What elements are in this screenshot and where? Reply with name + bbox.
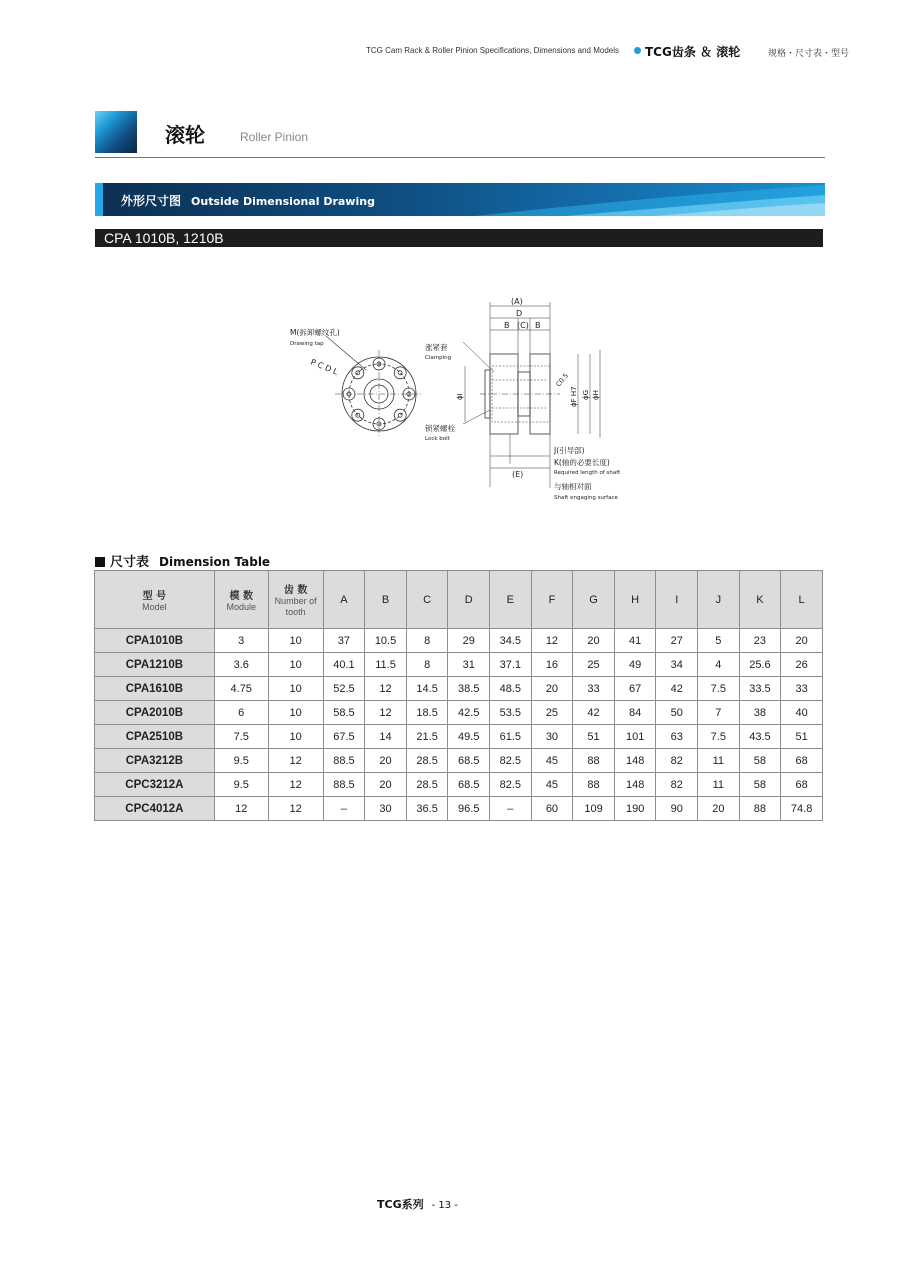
value-cell: 7.5: [698, 677, 740, 701]
dim-i: ϕI: [456, 393, 464, 400]
label-clamping-en: Clamping: [425, 355, 452, 361]
value-cell: 82: [656, 749, 698, 773]
value-cell: 12: [365, 701, 407, 725]
value-cell: 4: [698, 653, 740, 677]
value-cell: 20: [365, 749, 407, 773]
value-cell: 109: [573, 797, 615, 821]
value-cell: 43.5: [739, 725, 781, 749]
label-shaft-cn: 与轴相对面: [554, 482, 592, 491]
value-cell: 25.6: [739, 653, 781, 677]
value-cell: 4.75: [214, 677, 268, 701]
value-cell: 9.5: [214, 749, 268, 773]
value-cell: 42: [656, 677, 698, 701]
value-cell: 48.5: [490, 677, 532, 701]
dim-a: (A): [511, 297, 523, 306]
value-cell: 82.5: [490, 773, 532, 797]
model-cell: CPA1010B: [95, 629, 215, 653]
value-cell: 34: [656, 653, 698, 677]
value-cell: 63: [656, 725, 698, 749]
value-cell: 12: [214, 797, 268, 821]
header-d: D: [448, 571, 490, 629]
dim-b-left: B: [504, 321, 510, 330]
value-cell: 28.5: [406, 749, 448, 773]
page-number: - 13 -: [431, 1200, 458, 1211]
label-k-en: Required length of shaft: [554, 470, 621, 476]
label-shaft-en: Shaft engaging surface: [554, 495, 618, 501]
value-cell: 49: [614, 653, 656, 677]
value-cell: 58: [739, 773, 781, 797]
value-cell: –: [490, 797, 532, 821]
header-h: H: [614, 571, 656, 629]
value-cell: 10: [268, 677, 323, 701]
value-cell: 8: [406, 629, 448, 653]
table-row: [95, 677, 823, 701]
value-cell: 82.5: [490, 749, 532, 773]
value-cell: 61.5: [490, 725, 532, 749]
label-lock-cn: 锁紧螺栓: [425, 424, 455, 433]
label-k-cn: K(轴的必要长度): [554, 458, 610, 467]
table-row: [95, 701, 823, 725]
table-title-en: Dimension Table: [159, 555, 271, 569]
value-cell: 37.1: [490, 653, 532, 677]
value-cell: 28.5: [406, 773, 448, 797]
label-lock-en: Lock bolt: [425, 436, 450, 442]
header-left-text: TCG Cam Rack & Roller Pinion Specifications, Dimensions and Models: [366, 46, 619, 55]
dim-e: (E): [512, 470, 524, 479]
dim-c: (C): [517, 321, 529, 330]
dim-f: ϕF H7: [570, 386, 578, 407]
value-cell: 12: [268, 773, 323, 797]
value-cell: 12: [365, 677, 407, 701]
value-cell: 68: [781, 749, 823, 773]
value-cell: 10: [268, 725, 323, 749]
value-cell: 12: [531, 629, 573, 653]
label-m-cn: M(拆卸螺纹孔): [290, 328, 340, 337]
value-cell: 53.5: [490, 701, 532, 725]
value-cell: 14: [365, 725, 407, 749]
table-title-cn: 尺寸表: [110, 555, 150, 570]
value-cell: 45: [531, 773, 573, 797]
value-cell: 3.6: [214, 653, 268, 677]
value-cell: 26: [781, 653, 823, 677]
dim-b-right: B: [535, 321, 541, 330]
label-pcd: P C D L: [309, 357, 340, 377]
value-cell: 41: [614, 629, 656, 653]
page-subtitle: Roller Pinion: [240, 130, 309, 144]
value-cell: 68: [781, 773, 823, 797]
value-cell: 58: [739, 749, 781, 773]
value-cell: 8: [406, 653, 448, 677]
header-l: L: [781, 571, 823, 629]
value-cell: 148: [614, 773, 656, 797]
value-cell: 45: [531, 749, 573, 773]
value-cell: 14.5: [406, 677, 448, 701]
value-cell: 88.5: [323, 749, 365, 773]
model-cell: CPC3212A: [95, 773, 215, 797]
table-row: [95, 725, 823, 749]
value-cell: 40.1: [323, 653, 365, 677]
value-cell: 9.5: [214, 773, 268, 797]
value-cell: 42: [573, 701, 615, 725]
dim-h: ϕH: [592, 390, 600, 400]
header-g: G: [573, 571, 615, 629]
value-cell: 37: [323, 629, 365, 653]
value-cell: 10: [268, 653, 323, 677]
value-cell: 51: [573, 725, 615, 749]
value-cell: 29: [448, 629, 490, 653]
table-row: [95, 773, 823, 797]
value-cell: 10: [268, 701, 323, 725]
value-cell: 96.5: [448, 797, 490, 821]
value-cell: 190: [614, 797, 656, 821]
label-m-en: Drawing tap: [290, 341, 324, 347]
model-cell: CPA1210B: [95, 653, 215, 677]
square-bullet-icon: [95, 557, 105, 567]
value-cell: 34.5: [490, 629, 532, 653]
dimension-table-title: [95, 551, 270, 570]
table-row: [95, 749, 823, 773]
title-square-icon: [95, 111, 137, 153]
header-k: K: [739, 571, 781, 629]
value-cell: 68.5: [448, 749, 490, 773]
value-cell: 11: [698, 773, 740, 797]
value-cell: 49.5: [448, 725, 490, 749]
header-brand: TCG齿条 ＆ 滚轮: [645, 45, 741, 59]
value-cell: 11.5: [365, 653, 407, 677]
dim-c05: C0.5: [554, 371, 571, 389]
value-cell: 10.5: [365, 629, 407, 653]
value-cell: 27: [656, 629, 698, 653]
label-clamping-cn: 涨紧套: [425, 343, 448, 352]
dim-g: ϕG: [582, 389, 590, 400]
value-cell: 88: [573, 749, 615, 773]
value-cell: 20: [698, 797, 740, 821]
header-right-text: 规格・尺寸表・型号: [768, 49, 850, 59]
value-cell: 3: [214, 629, 268, 653]
table-row: [95, 629, 823, 653]
header-j: J: [698, 571, 740, 629]
title-divider: [95, 157, 825, 158]
footer-series: TCG系列: [377, 1198, 424, 1211]
value-cell: 33: [573, 677, 615, 701]
table-row: [95, 797, 823, 821]
value-cell: 74.8: [781, 797, 823, 821]
footer: [377, 1196, 458, 1212]
header-module: 模 数 Module: [214, 571, 268, 629]
value-cell: 20: [531, 677, 573, 701]
value-cell: 82: [656, 773, 698, 797]
header-b: B: [365, 571, 407, 629]
dimensional-drawing: [280, 292, 640, 507]
table-row: [95, 653, 823, 677]
value-cell: 148: [614, 749, 656, 773]
model-bar-label: CPA 1010B, 1210B: [104, 230, 224, 246]
value-cell: 51: [781, 725, 823, 749]
page-title: 滚轮: [165, 123, 205, 147]
value-cell: 7.5: [698, 725, 740, 749]
value-cell: 88: [573, 773, 615, 797]
value-cell: 88: [739, 797, 781, 821]
value-cell: 6: [214, 701, 268, 725]
value-cell: 101: [614, 725, 656, 749]
value-cell: 38: [739, 701, 781, 725]
model-cell: CPA3212B: [95, 749, 215, 773]
section-bar-notch: [95, 183, 103, 216]
model-cell: CPA2510B: [95, 725, 215, 749]
section-title: [121, 192, 375, 209]
header-c: C: [406, 571, 448, 629]
value-cell: 33.5: [739, 677, 781, 701]
value-cell: 16: [531, 653, 573, 677]
header-teeth: 齿 数 Number of tooth: [268, 571, 323, 629]
header-model: 型 号 Model: [95, 571, 215, 629]
value-cell: 7.5: [214, 725, 268, 749]
value-cell: 21.5: [406, 725, 448, 749]
dimension-table: [94, 570, 823, 821]
value-cell: 20: [573, 629, 615, 653]
value-cell: 90: [656, 797, 698, 821]
value-cell: 33: [781, 677, 823, 701]
header-i: I: [656, 571, 698, 629]
value-cell: 42.5: [448, 701, 490, 725]
value-cell: 52.5: [323, 677, 365, 701]
value-cell: 12: [268, 797, 323, 821]
value-cell: 25: [573, 653, 615, 677]
value-cell: –: [323, 797, 365, 821]
model-cell: CPC4012A: [95, 797, 215, 821]
value-cell: 7: [698, 701, 740, 725]
value-cell: 67.5: [323, 725, 365, 749]
header-bullet-icon: [634, 47, 641, 54]
model-cell: CPA1610B: [95, 677, 215, 701]
value-cell: 10: [268, 629, 323, 653]
value-cell: 40: [781, 701, 823, 725]
dim-d: D: [516, 309, 523, 318]
section-title-en: Outside Dimensional Drawing: [191, 195, 375, 208]
header-f: F: [531, 571, 573, 629]
value-cell: 38.5: [448, 677, 490, 701]
value-cell: 11: [698, 749, 740, 773]
value-cell: 36.5: [406, 797, 448, 821]
front-view: [326, 336, 423, 438]
value-cell: 84: [614, 701, 656, 725]
value-cell: 5: [698, 629, 740, 653]
label-j-cn: J(引导部): [554, 446, 585, 455]
value-cell: 30: [365, 797, 407, 821]
value-cell: 68.5: [448, 773, 490, 797]
value-cell: 31: [448, 653, 490, 677]
section-title-cn: 外形尺寸图: [121, 194, 182, 208]
value-cell: 20: [781, 629, 823, 653]
value-cell: 60: [531, 797, 573, 821]
value-cell: 25: [531, 701, 573, 725]
value-cell: 88.5: [323, 773, 365, 797]
value-cell: 18.5: [406, 701, 448, 725]
model-cell: CPA2010B: [95, 701, 215, 725]
value-cell: 50: [656, 701, 698, 725]
table-header-row: [95, 571, 823, 629]
value-cell: 23: [739, 629, 781, 653]
header-e: E: [490, 571, 532, 629]
value-cell: 67: [614, 677, 656, 701]
value-cell: 30: [531, 725, 573, 749]
value-cell: 58.5: [323, 701, 365, 725]
header-a: A: [323, 571, 365, 629]
value-cell: 12: [268, 749, 323, 773]
value-cell: 20: [365, 773, 407, 797]
